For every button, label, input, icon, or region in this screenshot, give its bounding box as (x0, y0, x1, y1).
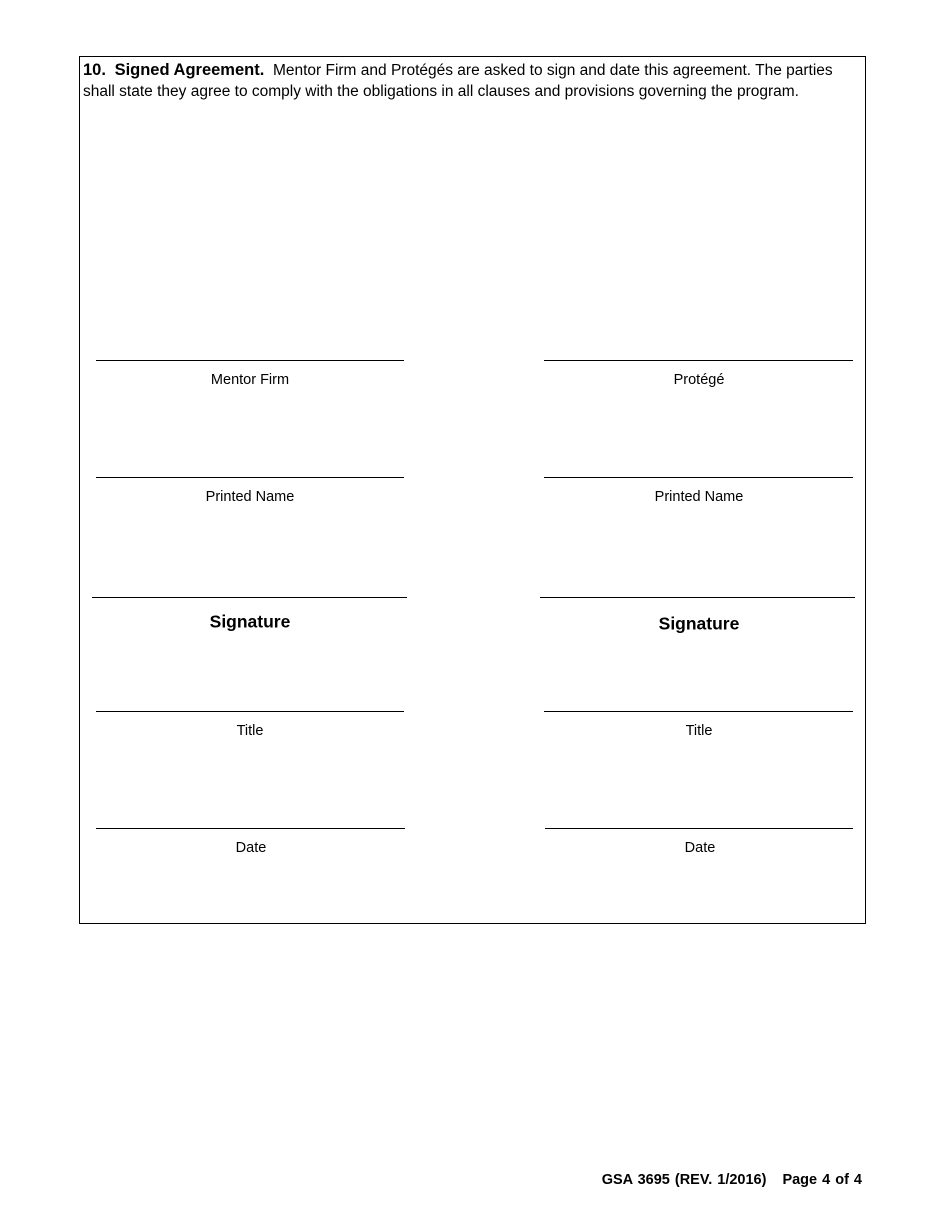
section-title: Signed Agreement. (114, 61, 265, 79)
mentor-title-line[interactable] (96, 711, 404, 712)
section-number: 10. (83, 61, 106, 79)
page-number: Page 4 of 4 (782, 1172, 862, 1188)
mentor-printed-name-line[interactable] (96, 477, 404, 478)
section-intro (83, 60, 863, 102)
protege-printed-name-line[interactable] (544, 477, 853, 478)
mentor-date-label: Date (235, 840, 267, 856)
protege-label: Protégé (673, 372, 725, 388)
mentor-firm-line[interactable] (96, 360, 404, 361)
protege-printed-name-label: Printed Name (654, 489, 744, 505)
protege-signature-label: Signature (658, 613, 740, 634)
signed-agreement-box (79, 56, 866, 924)
section-text: Mentor Firm and Protégés are asked to sign and date this agreement. The parties shall state they agree to comply with the obligations in all clauses and provisions governing the program. (83, 62, 833, 100)
protege-title-line[interactable] (544, 711, 853, 712)
protege-line[interactable] (544, 360, 853, 361)
mentor-signature-line[interactable] (92, 597, 407, 598)
mentor-printed-name-label: Printed Name (205, 489, 295, 505)
mentor-title-label: Title (236, 723, 264, 739)
mentor-signature-label: Signature (209, 611, 291, 632)
protege-date-line[interactable] (545, 828, 853, 829)
protege-date-label: Date (684, 840, 716, 856)
form-number: GSA 3695 (REV. 1/2016) (601, 1172, 767, 1188)
mentor-date-line[interactable] (96, 828, 405, 829)
mentor-firm-label: Mentor Firm (210, 372, 290, 388)
protege-title-label: Title (685, 723, 713, 739)
page-footer (602, 1172, 862, 1188)
protege-signature-line[interactable] (540, 597, 855, 598)
